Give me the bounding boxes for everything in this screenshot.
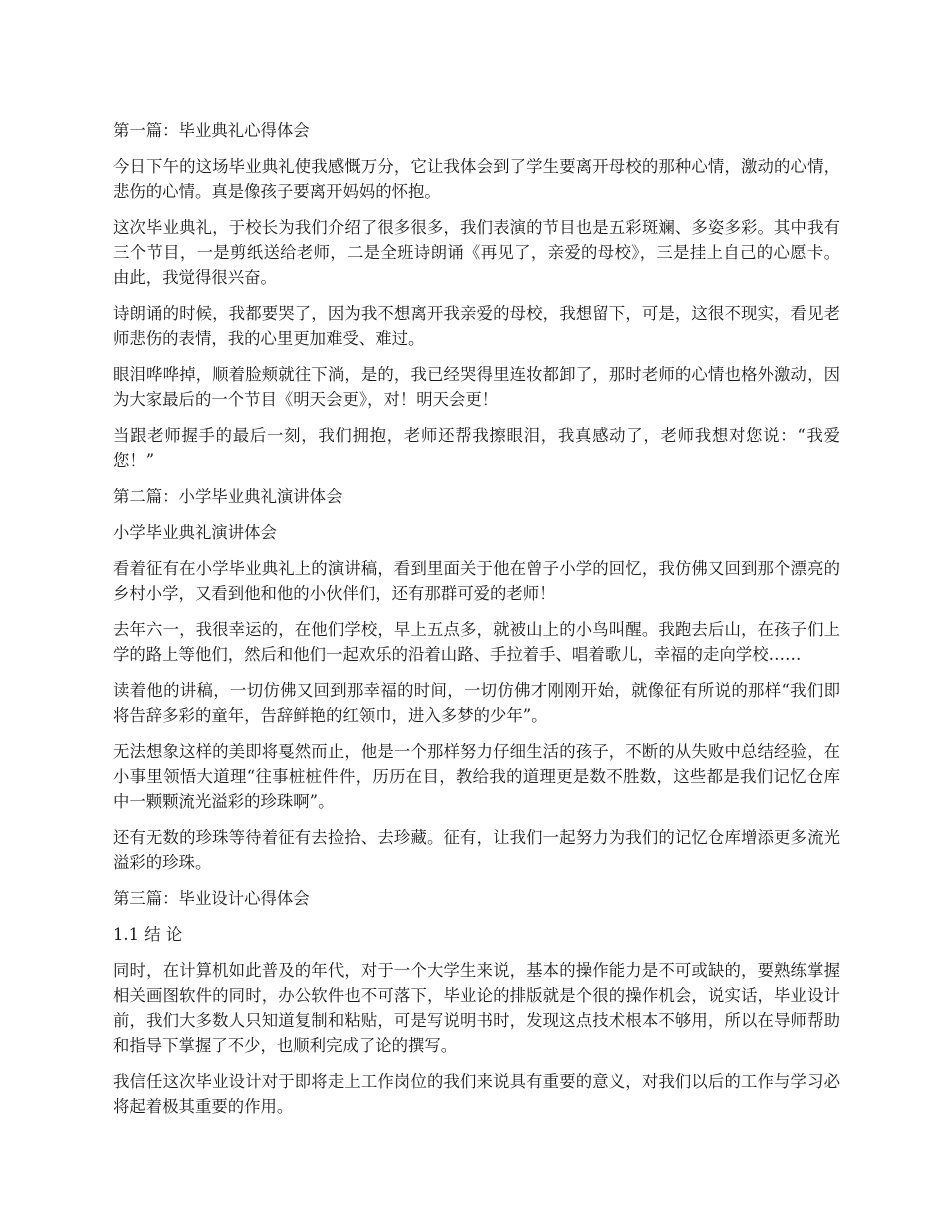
paragraph: 还有无数的珍珠等待着征有去捡拾、去珍藏。征有，让我们一起努力为我们的记忆仓库增添更多流光溢彩的珍珠。	[113, 828, 840, 872]
paragraph: 我信任这次毕业设计对于即将走上工作岗位的我们来说具有重要的意义，对我们以后的工作与学习必将起着极其重要的作用。	[113, 1072, 840, 1116]
subsection-heading: 1.1 结 论	[113, 925, 183, 944]
paragraph: 去年六一，我很幸运的，在他们学校，早上五点多，就被山上的小鸟叫醒。我跑去后山，在孩子们上学的路上等他们，然后和他们一起欢乐的沿着山路、手拉着手、唱着歌儿，幸福的走向学校……	[113, 620, 840, 664]
paragraph: 当跟老师握手的最后一刻，我们拥抱，老师还帮我擦眼泪，我真感动了，老师我想对您说：“我爱您！”	[113, 426, 840, 470]
paragraph: 读着他的讲稿，一切仿佛又回到那幸福的时间，一切仿佛才刚刚开始，就像征有所说的那样“我们即将告辞多彩的童年，告辞鲜艳的红领巾，进入多梦的少年”。	[113, 681, 840, 725]
paragraph: 诗朗诵的时候，我都要哭了，因为我不想离开我亲爱的母校，我想留下，可是，这很不现实，看见老师悲伤的表情，我的心里更加难受、难过。	[113, 304, 840, 348]
paragraph: 无法想象这样的美即将戛然而止，他是一个那样努力仔细生活的孩子，不断的从失败中总结经验，在小事里领悟大道理“往事桩桩件件，历历在目，教给我的道理更是数不胜数，这些都是我们记忆仓库中一颗颗流光溢彩的珍珠啊”。	[113, 742, 840, 811]
section-heading-3: 第三篇：毕业设计心得体会	[113, 889, 310, 908]
subtitle: 小学毕业典礼演讲体会	[113, 523, 277, 542]
paragraph: 这次毕业典礼，于校长为我们介绍了很多很多，我们表演的节目也是五彩斑斓、多姿多彩。其中我有三个节目，一是剪纸送给老师，二是全班诗朗诵《再见了，亲爱的母校》，三是挂上自己的心愿卡。由此，我觉得很兴奋。	[113, 218, 840, 287]
paragraph: 同时，在计算机如此普及的年代，对于一个大学生来说，基本的操作能力是不可或缺的，要熟练掌握相关画图软件的同时，办公软件也不可落下，毕业论的排版就是个很的操作机会，说实话，毕业设计前，我们大多数人只知道复制和粘贴，可是写说明书时，发现这点技术根本不够用，所以在导师帮助和指导下掌握了不少，也顺利完成了论的撰写。	[113, 961, 840, 1055]
paragraph: 看着征有在小学毕业典礼上的演讲稿，看到里面关于他在曾子小学的回忆，我仿佛又回到那个漂亮的乡村小学，又看到他和他的小伙伴们，还有那群可爱的老师！	[113, 559, 840, 603]
paragraph: 今日下午的这场毕业典礼使我感慨万分，它让我体会到了学生要离开母校的那种心情，激动的心情，悲伤的心情。真是像孩子要离开妈妈的怀抱。	[113, 157, 840, 201]
paragraph: 眼泪哗哗掉，顺着脸颊就往下淌，是的，我已经哭得里连妆都卸了，那时老师的心情也格外激动，因为大家最后的一个节目《明天会更》，对！明天会更！	[113, 365, 840, 409]
section-heading-2: 第二篇：小学毕业典礼演讲体会	[113, 487, 343, 506]
document-page	[113, 118, 840, 1130]
section-heading-1: 第一篇：毕业典礼心得体会	[113, 121, 310, 140]
